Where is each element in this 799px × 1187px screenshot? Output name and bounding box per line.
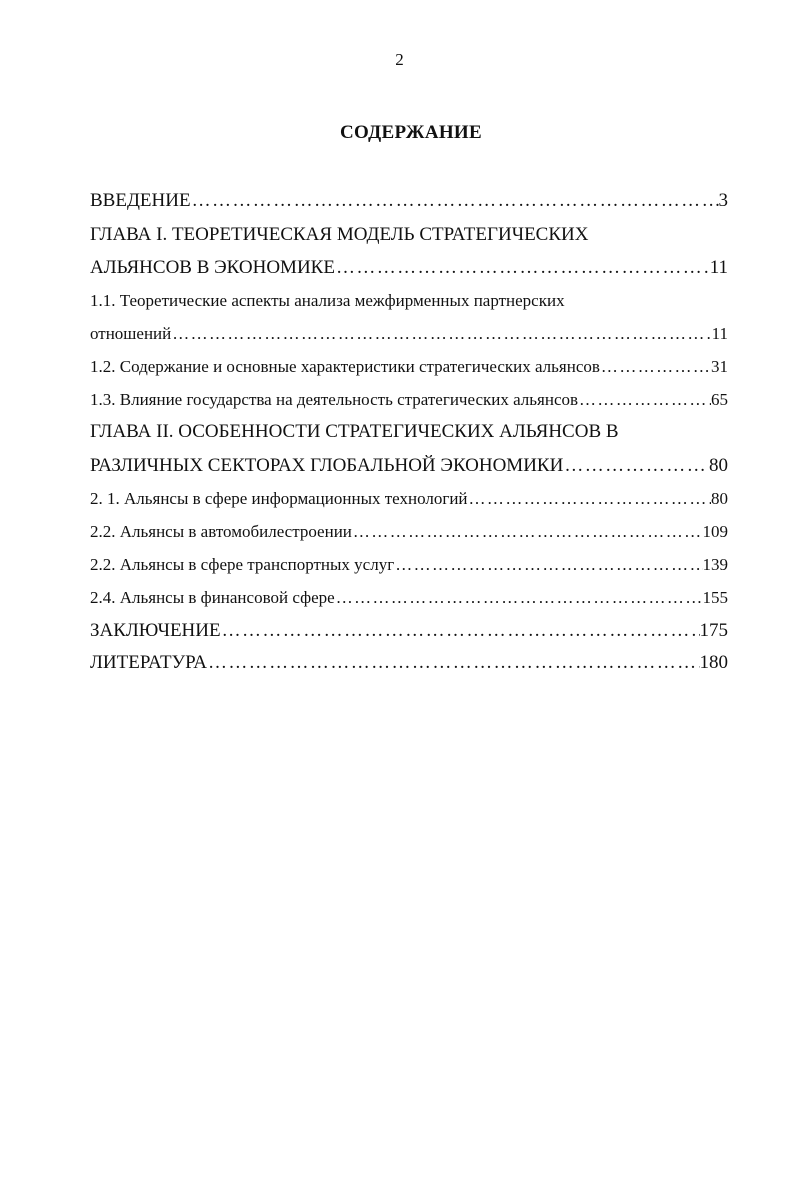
- toc-leader-dots: [394, 554, 702, 576]
- toc-entry-page: 80: [709, 455, 728, 476]
- toc-entry-page: 80: [711, 489, 728, 508]
- toc-leader-dots: [352, 521, 703, 543]
- toc-entry-section-2-2: [90, 521, 728, 543]
- toc-entry-page: 3: [718, 190, 728, 211]
- toc-entry-title: ЛИТЕРАТУРА: [90, 652, 207, 673]
- toc-entry-section-1-3: [90, 389, 728, 411]
- toc-entry-section-1-2: [90, 356, 728, 378]
- toc-entry-chapter-1: [90, 257, 728, 279]
- toc-entry-page: 65: [711, 390, 728, 409]
- toc-leader-dots: [563, 455, 709, 477]
- toc-leader-dots: [171, 323, 711, 345]
- toc-entry-section-2-3: [90, 554, 728, 576]
- toc-leader-dots: [221, 620, 700, 642]
- toc-leader-dots: [207, 652, 700, 674]
- toc-entry-section-1-1-title: 1.1. Теоретические аспекты анализа межфирменных партнерских: [90, 291, 565, 310]
- page-number: 2: [395, 50, 404, 69]
- toc-entry-section-1-1: [90, 323, 728, 345]
- toc-entry-title: РАЗЛИЧНЫХ СЕКТОРАХ ГЛОБАЛЬНОЙ ЭКОНОМИКИ: [90, 455, 564, 476]
- toc-entry-title: 2.4. Альянсы в финансовой сфере: [90, 588, 335, 607]
- toc-entry-page: 109: [702, 522, 728, 541]
- toc-leader-dots: [600, 356, 711, 378]
- toc-entry-page: 155: [702, 588, 728, 607]
- toc-entry-title: 2.2. Альянсы в автомобилестроении: [90, 522, 352, 541]
- toc-entry-title: 1.3. Влияние государства на деятельность стратегических альянсов: [90, 390, 579, 409]
- toc-entry-chapter-2: [90, 455, 728, 477]
- toc-entry-title: 2. 1. Альянсы в сфере информационных технологий: [90, 489, 468, 508]
- toc-leader-dots: [468, 488, 711, 510]
- toc-entry-chapter-2-title: ГЛАВА II. ОСОБЕННОСТИ СТРАТЕГИЧЕСКИХ АЛЬЯНСОВ В: [90, 421, 619, 442]
- toc-entry-page: 175: [699, 620, 728, 641]
- toc-leader-dots: [335, 587, 703, 609]
- toc-entry-page: 11: [709, 257, 728, 278]
- toc-entry-page: 180: [699, 652, 728, 673]
- toc-entry-title: ВВЕДЕНИЕ: [90, 190, 191, 211]
- toc-entry-chapter-1-title: ГЛАВА I. ТЕОРЕТИЧЕСКАЯ МОДЕЛЬ СТРАТЕГИЧЕСКИХ: [90, 224, 589, 245]
- toc-entry-section-2-1: [90, 488, 728, 510]
- toc-entry-page: 139: [702, 555, 728, 574]
- toc-entry-introduction: [90, 190, 728, 212]
- toc-leader-dots: [191, 190, 719, 212]
- page-title: СОДЕРЖАНИЕ: [340, 122, 482, 143]
- toc-entry-title: АЛЬЯНСОВ В ЭКОНОМИКЕ: [90, 257, 335, 278]
- toc-leader-dots: [335, 257, 710, 279]
- toc-entry-title: 2.2. Альянсы в сфере транспортных услуг: [90, 555, 395, 574]
- toc-entry-title: отношений: [90, 324, 172, 343]
- toc-leader-dots: [578, 389, 711, 411]
- toc-entry-section-2-4: [90, 587, 728, 609]
- toc-entry-title: ЗАКЛЮЧЕНИЕ: [90, 620, 221, 641]
- toc-entry-page: 31: [711, 357, 728, 376]
- toc-entry-page: 11: [711, 324, 728, 343]
- toc-entry-conclusion: [90, 620, 728, 642]
- toc-entry-title: 1.2. Содержание и основные характеристики стратегических альянсов: [90, 357, 600, 376]
- toc-entry-literature: [90, 652, 728, 674]
